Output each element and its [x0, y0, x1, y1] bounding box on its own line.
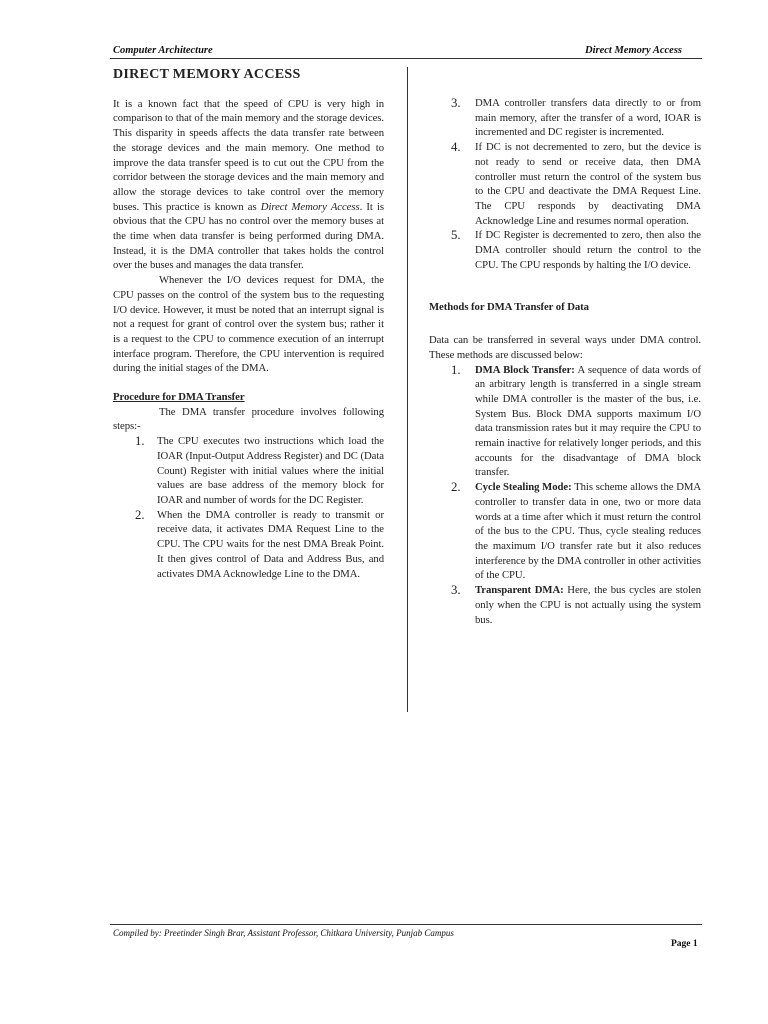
method-name: DMA Block Transfer: [475, 363, 575, 376]
method-name: Cycle Stealing Mode: [475, 481, 572, 494]
list-item [429, 480, 701, 583]
step-number: 1. [135, 434, 145, 449]
intro-text-1: It is a known fact that the speed of CPU is very high in comparison to that of the main memory and the storage devices. This disparity in speeds affects the data transfer rate between the storage devices and the main memory. One method to improve the data transfer speed is to cut out the CPU from the corridor between the storage devices and the main memory and allow the storage devices to take control over the memory buses. This practice is known as [113, 97, 384, 213]
method-number: 2. [451, 480, 461, 495]
step-text: The CPU executes two instructions which load the IOAR (Input-Output Address Register) and DC (Data Count) Register with initial values where the initial values are base address of the memory block for IOAR and number of words for the DC Register. [157, 435, 384, 506]
method-text: Here, the bus cycles are stolen only when the CPU is not actually using the system bus. [475, 584, 701, 626]
method-text: This scheme allows the DMA controller to transfer data in one, two or more data words at a time after which it must return the control of the bus to the CPU. Thus, cycle stealing reduces the maximum I/O transfer rate but it also reduces interference by the DMA controller in other activities of the CPU. [475, 481, 701, 582]
procedure-intro: The DMA transfer procedure involves following steps:- [113, 405, 384, 433]
footer-divider [110, 924, 702, 925]
list-item [429, 228, 701, 272]
method-name: Transparent DMA: [475, 584, 564, 597]
list-item [113, 434, 384, 508]
method-number: 3. [451, 583, 461, 598]
list-item [429, 363, 701, 481]
step-number: 4. [451, 140, 461, 155]
header-chapter-title: Direct Memory Access [585, 45, 683, 56]
methods-intro: Data can be transferred in several ways under DMA control. These methods are discussed below: [429, 334, 701, 361]
intro-text-2: . It is obvious that the CPU has no control over the memory buses at the time when data transfer is being performed during DMA. Instead, it is the DMA controller that takes holds the control over the buses and manages the data transfer. [113, 200, 385, 272]
step-text: If DC is not decremented to zero, but the device is not ready to send or receive data, then DMA controller must return the control of the system bus to the CPU and deactivate the DMA Request Line. The CPU responds by deactivating DMA Acknowledge Line and resumes normal operation. [475, 141, 701, 227]
methods-heading: Methods for DMA Transfer of Data [429, 301, 589, 314]
step-number: 5. [451, 228, 461, 243]
right-column [429, 96, 701, 627]
footer-credits: Compiled by: Preetinder Singh Brar, Assistant Professor, Chitkara University, Punjab Campus [113, 928, 454, 938]
method-number: 1. [451, 362, 461, 377]
intro-italic-term: Direct Memory Access [260, 200, 360, 213]
step-text: DMA controller transfers data directly to or from main memory, after the transfer of a word, IOAR is incremented and DC register is incremented. [475, 97, 701, 139]
method-text: A sequence of data words of an arbitrary length is transferred in a single stream while DMA controller is the master of the bus, i.e. System Bus. Block DMA supports maximum I/O data transmission rates but it may require the CPU to remain inactive for relatively longer periods, and this accounts for the disadvantage of DMA block transfer. [475, 363, 701, 479]
page-title: DIRECT MEMORY ACCESS [113, 67, 301, 82]
procedure-steps-left [113, 434, 384, 581]
procedure-heading: Procedure for DMA Transfer [113, 391, 245, 404]
step-number: 3. [451, 96, 461, 110]
list-item [113, 508, 384, 582]
intro-paragraph [113, 97, 384, 273]
column-divider [407, 67, 408, 712]
step-text: When the DMA controller is ready to transmit or receive data, it activates DMA Request Line to the CPU. The CPU waits for the nest DMA Break Point. It then gives control of Data and Address Bus, and activates DMA Acknowledge Line to the DMA. [157, 508, 384, 580]
step-text: If DC Register is decremented to zero, then also the DMA controller should return the control to the CPU. The CPU responds by halting the I/O device. [475, 229, 701, 271]
second-paragraph: Whenever the I/O devices request for DMA, the CPU passes on the control of the system bus to the requesting I/O device. However, it must be noted that an interrupt signal is not a request for grant of control over the system bus; rather it is a request to the CPU to commence execution of an interrupt interface program. Therefore, the CPU intervention is required during the initial stages of the DMA. [113, 274, 384, 375]
page-number: Page 1 [671, 939, 698, 949]
procedure-steps-right [429, 96, 701, 272]
list-item [429, 96, 701, 140]
list-item [429, 140, 701, 228]
left-column [113, 68, 384, 581]
header-divider [110, 58, 702, 59]
list-item [429, 583, 701, 627]
methods-list [429, 363, 701, 628]
step-number: 2. [135, 507, 145, 522]
header-course-title: Computer Architecture [113, 45, 213, 56]
